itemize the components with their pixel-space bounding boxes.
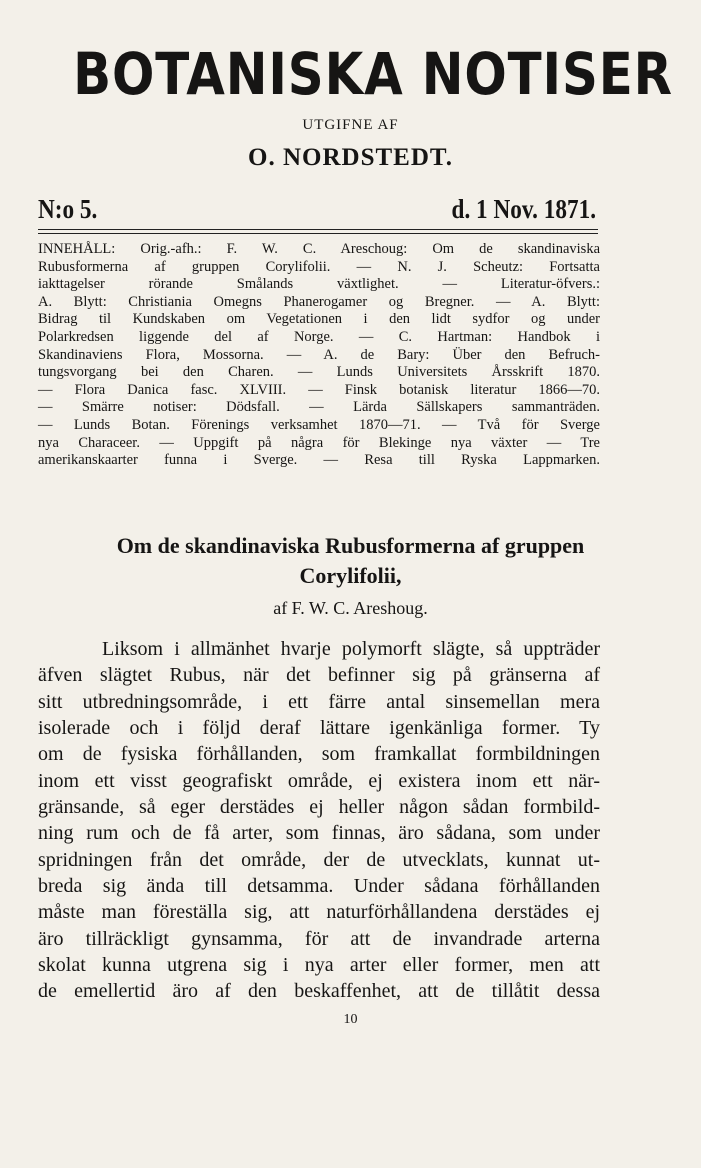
body-line: äro tillräckligt gynsamma, för att de invandrade arterna — [38, 927, 600, 950]
contents-line: tungsvorgang bei den Charen. — Lunds Universitets Årsskrift 1870. — [38, 364, 600, 381]
contents-line: amerikanskaarter funna i Sverge. — Resa till Ryska Lappmarken. — [38, 452, 600, 469]
body-line: om de fysiska förhållanden, som framkallat formbildningen — [38, 743, 600, 766]
journal-title: BOTANISKA NOTISER — [73, 40, 673, 108]
page-number: 10 — [343, 1012, 358, 1027]
contents-line: Polarkredsen liggende del af Norge. — C. Hartman: Handbok i — [38, 328, 600, 345]
article-title — [0, 531, 701, 591]
body-line: ning rum och de få arter, som finnas, äro sådana, som under — [38, 822, 600, 845]
header-rule — [38, 229, 598, 230]
body-line: spridningen från det område, der de utvecklats, kunnat ut- — [38, 848, 600, 871]
issue-number: N:o 5. — [38, 194, 98, 224]
contents-line: — Flora Danica fasc. XLVIII. — Finsk botanisk literatur 1866—70. — [38, 381, 600, 398]
article-title-line: Corylifolii, — [299, 563, 402, 588]
contents-line: — Smärre notiser: Dödsfall. — Lärda Sällskapers sammanträden. — [38, 399, 600, 416]
article-body — [38, 636, 600, 1005]
header-rule-thin — [38, 233, 598, 234]
body-line: Liksom i allmänhet hvarje polymorft slägte, så uppträder — [102, 638, 600, 660]
body-line: äfven slägtet Rubus, när det befinner sig på gränserna af — [38, 664, 600, 687]
contents-line: Rubusformerna af gruppen Corylifolii. — N. J. Scheutz: Fortsatta — [38, 258, 600, 275]
contents-line: nya Characeer. — Uppgift på några för Blekinge nya växter — Tre — [38, 434, 600, 451]
table-of-contents — [38, 241, 600, 470]
body-line: gränsande, så eger derstädes ej heller någon sådan formbild- — [38, 796, 600, 819]
body-line: de emellertid äro af den beskaffenhet, att de tillåtit dessa — [38, 980, 600, 1003]
contents-line: iakttagelser rörande Smålands växtlighet. — Literatur-öfvers.: — [38, 276, 600, 293]
contents-line: Bidrag til Kundskaben om Vegetationen i den lidt sydfor og under — [38, 311, 600, 328]
article-author: af F. W. C. Areshoug. — [273, 598, 428, 618]
body-line: inom ett visst geografiskt område, ej existera inom ett när- — [38, 769, 600, 792]
issue-date: d. 1 Nov. 1871. — [451, 194, 596, 224]
body-line: skolat kunna utgrena sig i nya arter eller former, men att — [38, 954, 600, 977]
contents-line: A. Blytt: Christiania Omegns Phanerogamer og Bregner. — A. Blytt: — [38, 293, 600, 310]
contents-line: INNEHÅLL: Orig.-afh.: F. W. C. Areschoug: Om de skandinaviska — [38, 241, 600, 257]
journal-subtitle: UTGIFNE AF — [302, 117, 399, 133]
body-line: måste man föreställa sig, att naturförhållandena derstädes ej — [38, 901, 600, 924]
body-line: breda sig ända till detsamma. Under sådana förhållanden — [38, 875, 600, 898]
body-line: isolerade och i följd deraf lättare igenkänliga former. Ty — [38, 717, 600, 740]
journal-editor: O. NORDSTEDT. — [248, 144, 453, 171]
contents-line: Skandinaviens Flora, Mossorna. — A. de Bary: Über den Befruch- — [38, 346, 600, 363]
article-title-line: Om de skandinaviska Rubusformerna af gruppen — [116, 533, 585, 558]
contents-line: — Lunds Botan. Förenings verksamhet 1870—71. — Två för Sverge — [38, 416, 600, 433]
body-line: sitt utbredningsområde, i ett färre antal sinsemellan mera — [38, 690, 600, 713]
